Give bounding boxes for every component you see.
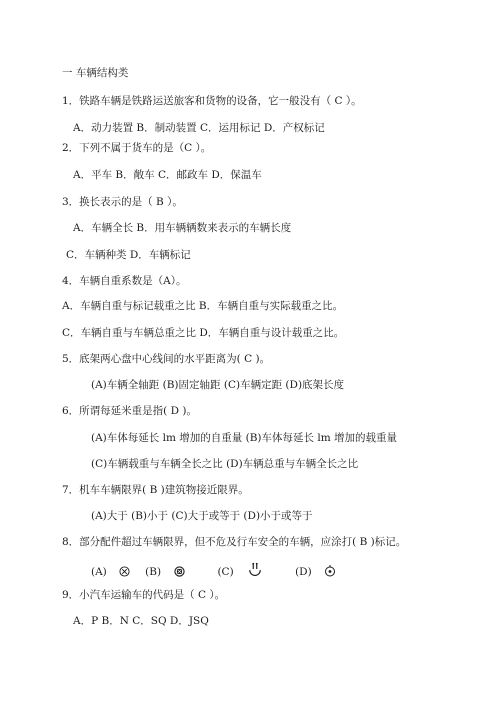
question-9-stem: 9．小汽车运输车的代码是（ C ）。 (62, 589, 226, 601)
question-4-options-line-1: A．车辆自重与标记载重之比 B．车辆自重与实际载重之比。 (62, 300, 344, 312)
circled-boundary-mark-icon (174, 566, 185, 577)
question-3-options-line-1: A．车辆全长 B．用车辆辆数来表示的车辆长度 (73, 222, 292, 234)
question-5-stem: 5．底架两心盘中心线间的水平距离为( C )。 (62, 353, 271, 365)
question-8-options (91, 562, 336, 579)
circled-double-dot-mark-icon (248, 562, 262, 576)
question-8-option-d-label: (D) (295, 566, 312, 578)
question-8-option-b-label: (B) (145, 566, 162, 578)
question-6-stem: 6．所谓每延米重是指( D )。 (62, 405, 197, 417)
question-7-stem: 7．机车车辆限界( B )建筑物接近限界。 (62, 484, 249, 496)
circled-dot-mark-icon (324, 564, 336, 577)
question-9-options: A．P B．N C．SQ D．JSQ (73, 615, 209, 627)
question-1-stem: 1．铁路车辆是铁路运送旅客和货物的设备，它一般没有（ C ）。 (62, 95, 362, 107)
circled-x-mark-icon (119, 566, 130, 577)
question-4-options-line-2: C．车辆自重与车辆总重之比 D．车辆自重与设计载重之比。 (62, 327, 345, 339)
question-8-option-a-label: (A) (91, 566, 107, 578)
section-title: 一 车辆结构类 (62, 67, 129, 79)
question-2-options: A．平车 B．敞车 C．邮政车 D．保温车 (73, 169, 262, 181)
question-3-options-line-2: C．车辆种类 D．车辆标记 (66, 249, 191, 261)
question-8-stem: 8．部分配件超过车辆限界，但不危及行车安全的车辆，应涂打( B )标记。 (62, 536, 407, 548)
question-3-stem: 3．换长表示的是（ B ）。 (62, 196, 183, 208)
question-1-options: A．动力装置 B．制动装置 C．运用标记 D．产权标记 (73, 122, 325, 134)
question-5-options: (A)车辆全轴距 (B)固定轴距 (C)车辆定距 (D)底架长度 (91, 379, 345, 391)
question-2-stem: 2．下列不属于货车的是（C ）。 (62, 142, 212, 154)
question-6-options-line-2: (C)车辆载重与车辆全长之比 (D)车辆总重与车辆全长之比 (91, 458, 359, 470)
question-6-options-line-1: (A)车体每延长 lm 增加的自重量 (B)车体每延长 lm 增加的载重量 (91, 432, 398, 444)
question-7-options: (A)大于 (B)小于 (C)大于或等于 (D)小于或等于 (91, 510, 313, 522)
question-4-stem: 4．车辆自重系数是（A）。 (62, 275, 187, 287)
question-8-option-c-label: (C) (217, 566, 234, 578)
